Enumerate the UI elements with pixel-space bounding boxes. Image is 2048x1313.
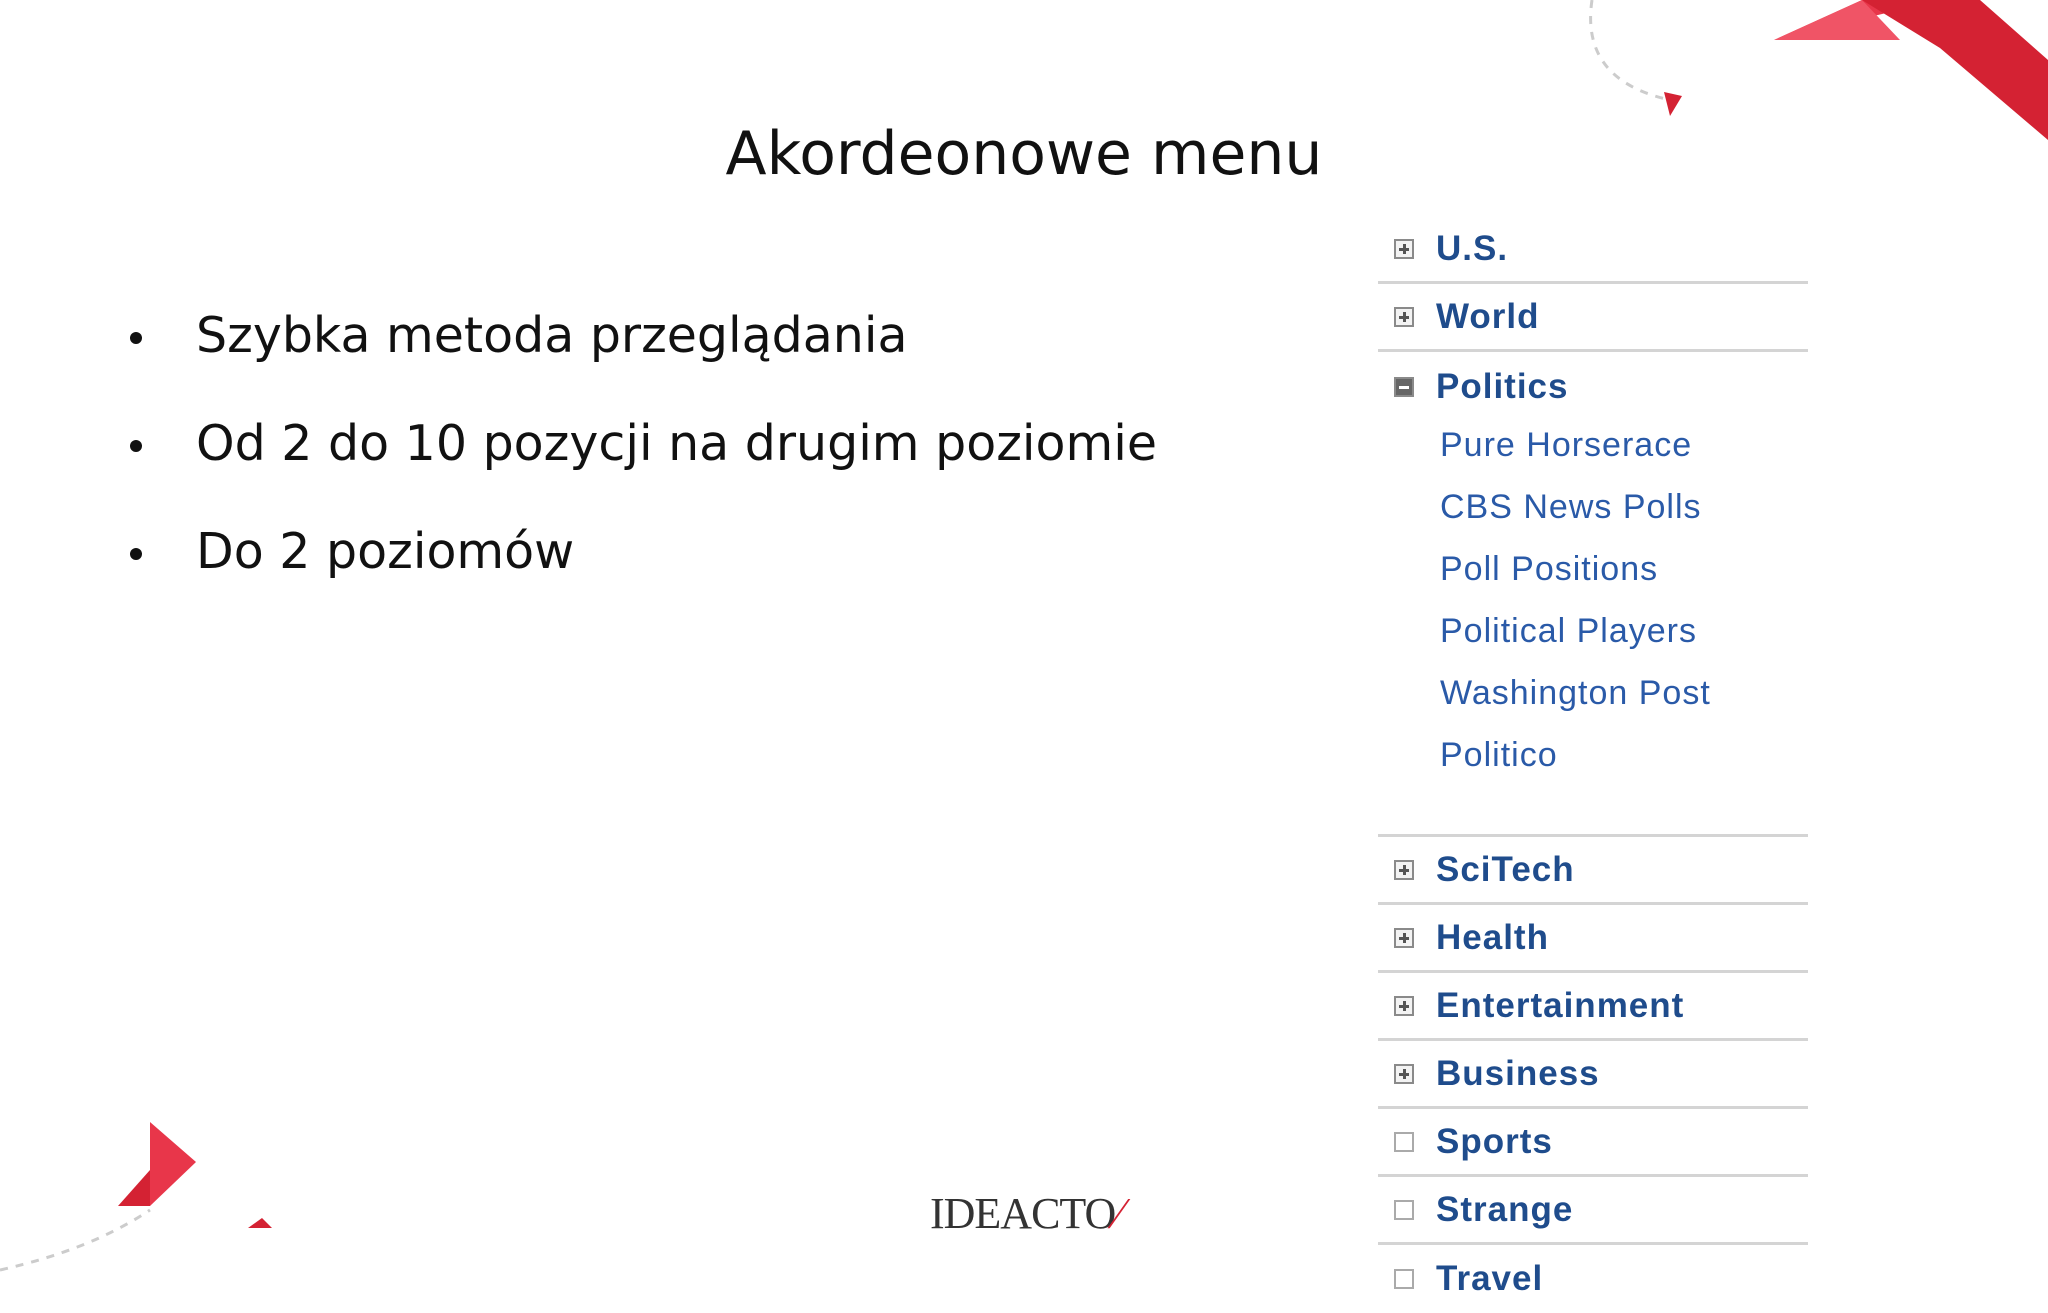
accordion-item-label[interactable]: U.S.	[1436, 228, 1509, 268]
accordion-item-politics[interactable]	[1378, 352, 1808, 422]
bullet-list	[118, 300, 1157, 624]
plus-box-icon[interactable]	[1394, 928, 1414, 948]
logo-swoosh-icon: ⁄	[1115, 1189, 1122, 1238]
plus-box-icon[interactable]	[1394, 860, 1414, 880]
empty-box-icon[interactable]	[1394, 1269, 1414, 1289]
accordion-item-label[interactable]: Entertainment	[1436, 985, 1685, 1025]
accordion-item-us[interactable]	[1378, 216, 1808, 284]
slide-title: Akordeonowe menu	[725, 119, 1323, 189]
accordion-item-label[interactable]: SciTech	[1436, 849, 1575, 889]
accordion-item-scitech[interactable]	[1378, 837, 1808, 905]
submenu-link[interactable]: Washington Post	[1440, 674, 1711, 712]
accordion-submenu-politics	[1378, 414, 1808, 837]
empty-box-icon[interactable]	[1394, 1200, 1414, 1220]
accordion-item-label[interactable]: Health	[1436, 917, 1549, 957]
submenu-spacer	[1440, 786, 1808, 824]
accordion-item-label[interactable]: Travel	[1436, 1259, 1544, 1298]
accordion-item-sports[interactable]	[1378, 1109, 1808, 1177]
bullet-dot	[130, 440, 142, 452]
bullet-item	[118, 300, 1157, 408]
accordion-menu	[1378, 216, 1808, 1313]
plus-box-icon[interactable]	[1394, 1064, 1414, 1084]
bullet-text: Szybka metoda przeglądania	[196, 307, 908, 364]
bullet-text: Od 2 do 10 pozycji na drugim poziomie	[196, 415, 1158, 472]
submenu-link[interactable]: Poll Positions	[1440, 550, 1659, 588]
submenu-link[interactable]: CBS News Polls	[1440, 488, 1702, 526]
bullet-item	[118, 408, 1157, 516]
bullet-text: Do 2 poziomów	[196, 523, 575, 580]
accordion-item-world[interactable]	[1378, 284, 1808, 352]
accordion-item-entertainment[interactable]	[1378, 973, 1808, 1041]
accordion-item-strange[interactable]	[1378, 1177, 1808, 1245]
logo-text: IDEACTO	[930, 1189, 1116, 1238]
bullet-dot	[130, 548, 142, 560]
submenu-link[interactable]: Pure Horserace	[1440, 426, 1693, 464]
plus-box-icon[interactable]	[1394, 239, 1414, 259]
submenu-link[interactable]: Politico	[1440, 736, 1558, 774]
accordion-item-label[interactable]: Business	[1436, 1053, 1600, 1093]
corner-decoration-bottom-left	[0, 1110, 300, 1280]
submenu-link[interactable]: Political Players	[1440, 612, 1697, 650]
plus-box-icon[interactable]	[1394, 996, 1414, 1016]
accordion-item-label[interactable]: Politics	[1436, 367, 1569, 406]
accordion-item-business[interactable]	[1378, 1041, 1808, 1109]
minus-box-icon[interactable]	[1394, 377, 1414, 397]
plus-box-icon[interactable]	[1394, 307, 1414, 327]
accordion-item-label[interactable]: Strange	[1436, 1189, 1574, 1229]
accordion-item-label[interactable]: World	[1436, 296, 1540, 336]
ideacto-logo	[930, 1188, 1122, 1239]
bullet-dot	[130, 332, 142, 344]
accordion-item-health[interactable]	[1378, 905, 1808, 973]
accordion-item-travel[interactable]	[1378, 1245, 1808, 1313]
bullet-item	[118, 516, 1157, 624]
empty-box-icon[interactable]	[1394, 1132, 1414, 1152]
accordion-item-label[interactable]: Sports	[1436, 1121, 1553, 1161]
